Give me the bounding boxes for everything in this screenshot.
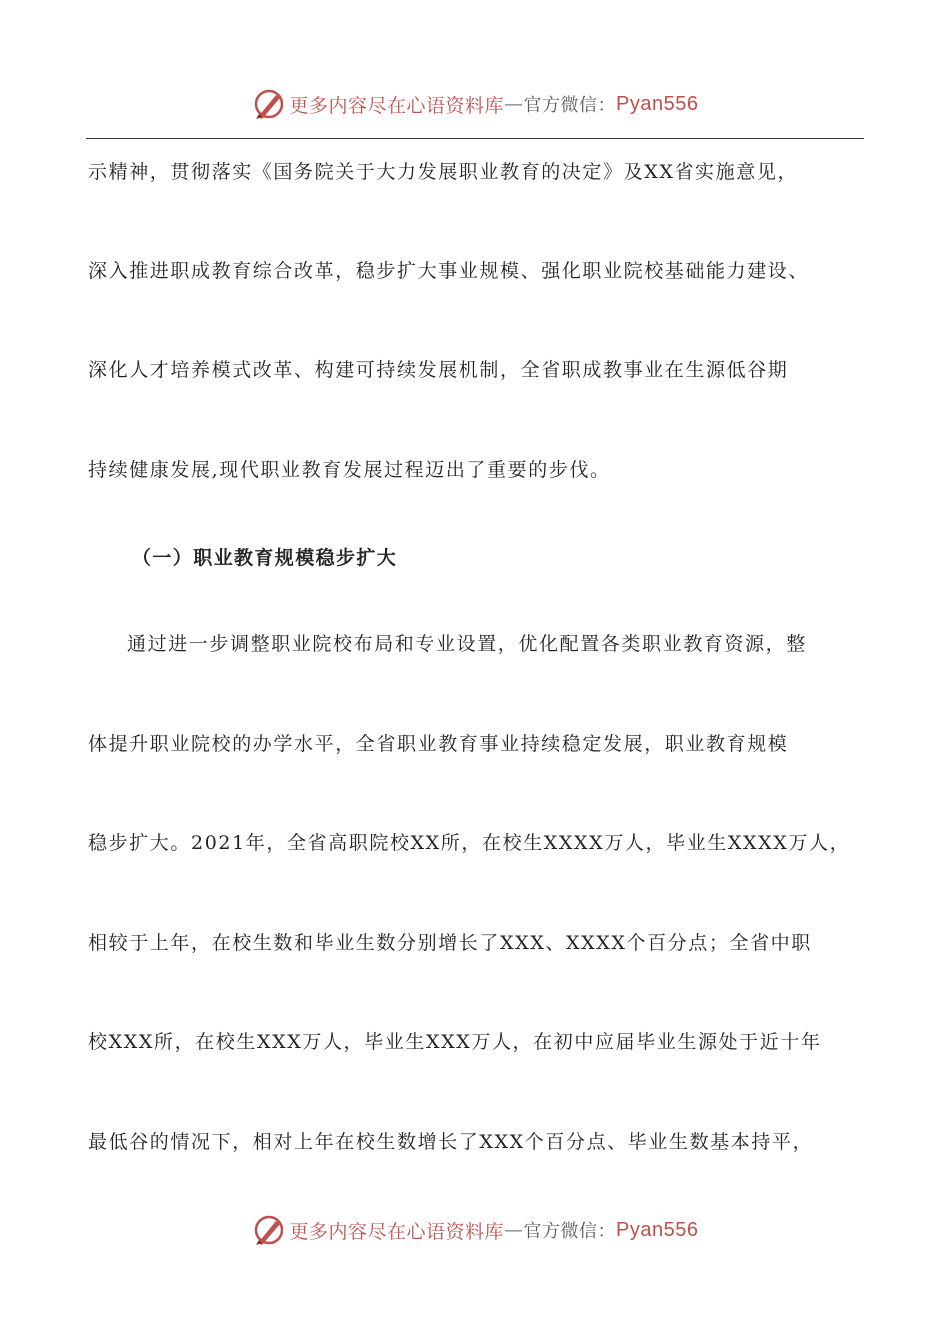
paragraph-line: 稳步扩大。2021年，全省高职院校XX所，在校生XXXX万人，毕业生XXXX万人，: [88, 832, 851, 854]
banner-wechat-label: 官方微信：: [523, 95, 617, 116]
paragraph-line: 体提升职业院校的办学水平，全省职业教育事业持续稳定发展，职业教育规模: [88, 733, 789, 755]
section-heading: （一）职业教育规模稳步扩大: [132, 547, 398, 569]
header-divider: [86, 138, 864, 139]
paragraph-line: 持续健康发展,现代职业教育发展过程迈出了重要的步伐。: [88, 459, 611, 481]
paragraph-line: 通过进一步调整职业院校布局和专业设置，优化配置各类职业教育资源，整: [127, 633, 807, 655]
paragraph-line: 相较于上年，在校生数和毕业生数分别增长了XXX、XXXX个百分点；全省中职: [88, 932, 812, 954]
paragraph-line: 最低谷的情况下，相对上年在校生数增长了XXX个百分点、毕业生数基本持平，: [88, 1131, 814, 1153]
banner-wechat-id: Pyan556: [616, 92, 699, 115]
paragraph-line: 示精神，贯彻落实《国务院关于大力发展职业教育的决定》及XX省实施意见，: [88, 161, 799, 183]
pen-logo-icon: [252, 1213, 286, 1247]
paragraph-line: 校XXX所，在校生XXX万人，毕业生XXX万人，在初中应届毕业生源处于近十年: [88, 1031, 822, 1053]
header-banner: [0, 84, 950, 124]
banner-site-name: 更多内容尽在心语资料库: [289, 94, 505, 117]
paragraph-line: 深化人才培养模式改革、构建可持续发展机制，全省职成教事业在生源低谷期: [88, 359, 789, 381]
paragraph-line: 深入推进职成教育综合改革，稳步扩大事业规模、强化职业院校基础能力建设、: [88, 260, 810, 282]
footer-banner: [0, 1210, 950, 1250]
banner-site-name: 更多内容尽在心语资料库: [289, 1220, 505, 1243]
banner-separator: —: [504, 1219, 524, 1241]
pen-logo-icon: [252, 87, 286, 121]
banner-separator: —: [504, 93, 524, 115]
banner-wechat-label: 官方微信：: [523, 1221, 617, 1242]
banner-wechat-id: Pyan556: [616, 1218, 699, 1241]
